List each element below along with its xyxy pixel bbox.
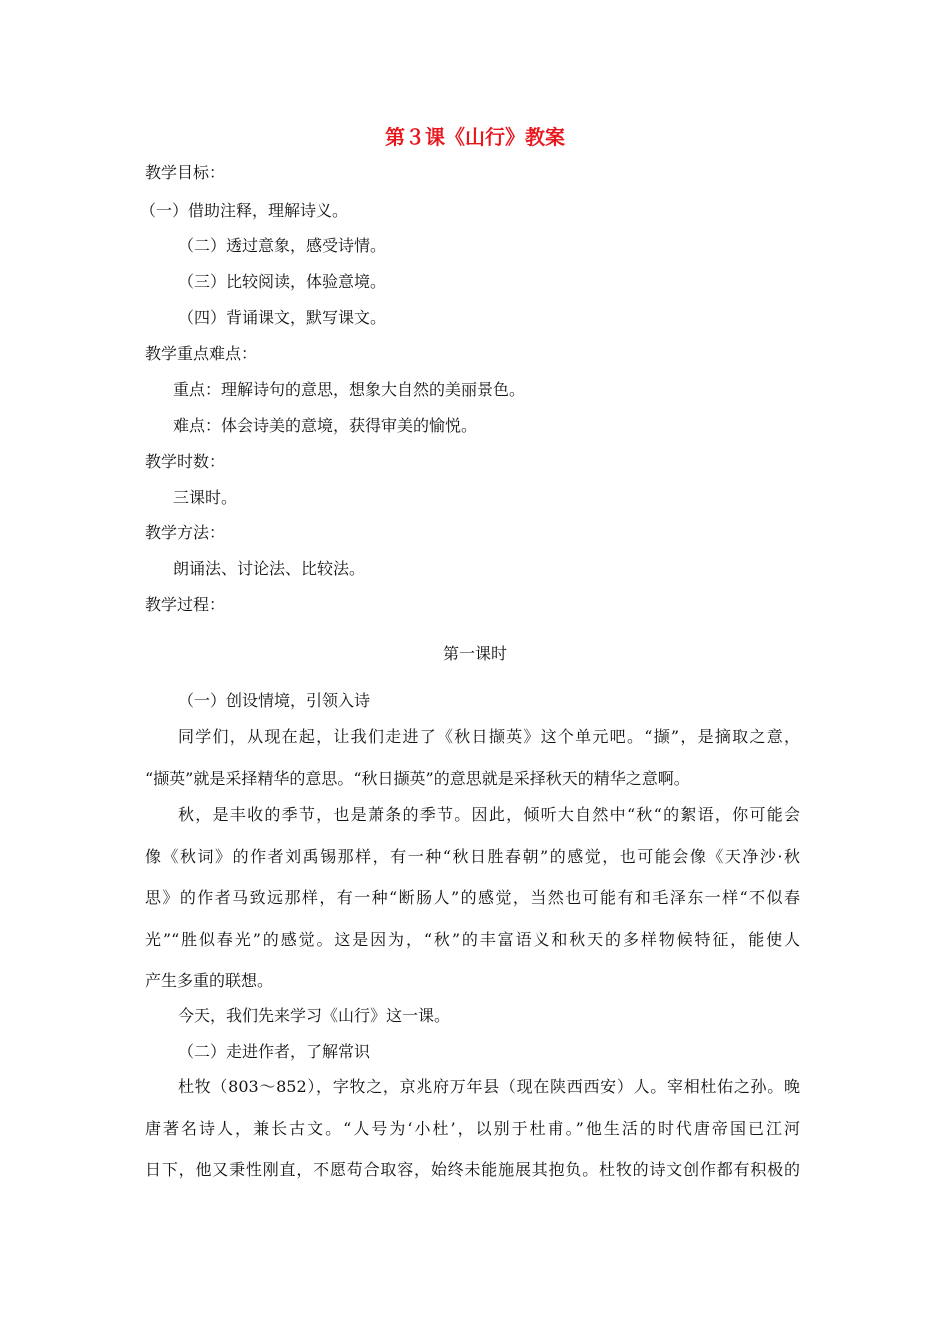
difficulty-text: 难点：体会诗美的意境，获得审美的愉悦。 (173, 416, 478, 435)
paragraph-line: “撷英”就是采择精华的意思。“秋日撷英”的意思就是采择秋天的精华之意啊。 (145, 769, 690, 788)
lesson-heading: 第一课时 (442, 644, 507, 663)
paragraph-line: 今天，我们先来学习《山行》这一课。 (178, 1006, 451, 1025)
keypoints-heading: 教学重点难点： (145, 344, 258, 363)
paragraph-line: 秋，是丰收的季节，也是萧条的季节。因此，倾听大自然中“秋“的絮语，你可能会 (178, 805, 800, 824)
process-heading: 教学过程： (145, 595, 226, 614)
document-title: 第３课《山行》教案 (385, 125, 565, 149)
hours-heading: 教学时数： (145, 452, 226, 471)
paragraph-line: 日下，他又秉性刚直，不愿苟合取容，始终未能施展其抱负。杜牧的诗文创作都有积极的 (145, 1160, 800, 1179)
methods-heading: 教学方法： (145, 523, 226, 542)
paragraph-line: 同学们，从现在起，让我们走进了《秋日撷英》这个单元吧。“撷”，是摘取之意， (178, 727, 800, 746)
objective-item: （一）借助注释，理解诗义。 (140, 201, 349, 220)
objectives-heading: 教学目标： (145, 163, 226, 182)
paragraph-line: 杜牧（803～852），字牧之，京兆府万年县（现在陕西西安）人。宰相杜佑之孙。晚 (178, 1077, 800, 1096)
objective-item: （三）比较阅读，体验意境。 (178, 272, 387, 291)
paragraph-line: 光”“胜似春光”的感觉。这是因为，“秋”的丰富语义和秋天的多样物候特征，能使人 (145, 930, 800, 949)
paragraph-line: 思》的作者马致远那样，有一种“断肠人”的感觉，当然也可能有和毛泽东一样“不似春 (145, 888, 800, 907)
hours-text: 三课时。 (173, 488, 238, 507)
step-heading: （二）走进作者，了解常识 (178, 1042, 371, 1061)
paragraph-line: 产生多重的联想。 (145, 971, 274, 990)
methods-text: 朗诵法、讨论法、比较法。 (173, 559, 366, 578)
objective-item: （四）背诵课文，默写课文。 (178, 308, 387, 327)
paragraph-line: 唐著名诗人，兼长古文。“人号为‘小杜’，以别于杜甫。”他生活的时代唐帝国已江河 (145, 1119, 800, 1138)
keypoint-text: 重点：理解诗句的意思，想象大自然的美丽景色。 (173, 380, 526, 399)
objective-item: （二）透过意象，感受诗情。 (178, 236, 387, 255)
paragraph-line: 像《秋词》的作者刘禹锡那样，有一种“秋日胜春朝”的感觉，也可能会像《天净沙·秋 (145, 847, 800, 866)
step-heading: （一）创设情境，引领入诗 (178, 691, 371, 710)
